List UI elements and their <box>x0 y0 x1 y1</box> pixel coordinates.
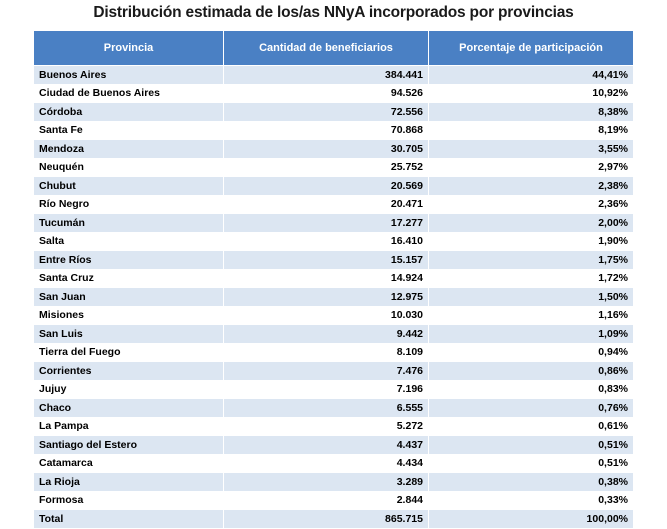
cell-porcentaje: 1,90% <box>429 232 634 251</box>
page-title: Distribución estimada de los/as NNyA incorporados por provincias <box>93 4 574 21</box>
cell-porcentaje: 3,55% <box>429 140 634 159</box>
table-row <box>34 343 634 362</box>
table-row <box>34 251 634 270</box>
cell-porcentaje: 0,61% <box>429 417 634 436</box>
cell-cantidad: 8.109 <box>224 343 429 362</box>
table-row <box>34 288 634 307</box>
cell-provincia: Buenos Aires <box>34 66 224 85</box>
column-header-porcentaje: Porcentaje de participación <box>429 31 634 66</box>
table-row <box>34 121 634 140</box>
cell-cantidad: 7.476 <box>224 362 429 381</box>
cell-porcentaje: 0,51% <box>429 436 634 455</box>
cell-cantidad: 2.844 <box>224 491 429 510</box>
cell-provincia: Corrientes <box>34 362 224 381</box>
cell-porcentaje: 2,00% <box>429 214 634 233</box>
cell-porcentaje: 1,09% <box>429 325 634 344</box>
cell-cantidad: 70.868 <box>224 121 429 140</box>
table-row <box>34 399 634 418</box>
cell-cantidad: 12.975 <box>224 288 429 307</box>
cell-porcentaje: 0,76% <box>429 399 634 418</box>
cell-provincia: Jujuy <box>34 380 224 399</box>
cell-total-porcentaje: 100,00% <box>429 510 634 529</box>
cell-provincia: Santa Cruz <box>34 269 224 288</box>
cell-porcentaje: 1,50% <box>429 288 634 307</box>
cell-cantidad: 15.157 <box>224 251 429 270</box>
table-row <box>34 417 634 436</box>
cell-cantidad: 72.556 <box>224 103 429 122</box>
table-row <box>34 380 634 399</box>
table-row <box>34 454 634 473</box>
cell-provincia: Formosa <box>34 491 224 510</box>
cell-porcentaje: 2,38% <box>429 177 634 196</box>
cell-cantidad: 4.437 <box>224 436 429 455</box>
table-row <box>34 84 634 103</box>
cell-provincia: Salta <box>34 232 224 251</box>
cell-provincia: Santa Fe <box>34 121 224 140</box>
provinces-table <box>33 30 634 529</box>
cell-porcentaje: 44,41% <box>429 66 634 85</box>
table-row <box>34 436 634 455</box>
cell-provincia: La Pampa <box>34 417 224 436</box>
cell-porcentaje: 0,83% <box>429 380 634 399</box>
cell-provincia: San Luis <box>34 325 224 344</box>
cell-porcentaje: 1,75% <box>429 251 634 270</box>
cell-porcentaje: 8,38% <box>429 103 634 122</box>
cell-provincia: Ciudad de Buenos Aires <box>34 84 224 103</box>
cell-provincia: Tucumán <box>34 214 224 233</box>
cell-cantidad: 4.434 <box>224 454 429 473</box>
cell-provincia: San Juan <box>34 288 224 307</box>
cell-cantidad: 384.441 <box>224 66 429 85</box>
cell-porcentaje: 10,92% <box>429 84 634 103</box>
cell-cantidad: 30.705 <box>224 140 429 159</box>
provinces-table-container <box>33 30 633 529</box>
table-header <box>34 31 634 66</box>
cell-provincia: Chubut <box>34 177 224 196</box>
table-row <box>34 140 634 159</box>
cell-provincia: Santiago del Estero <box>34 436 224 455</box>
cell-provincia: Misiones <box>34 306 224 325</box>
table-total-row <box>34 510 634 529</box>
cell-cantidad: 5.272 <box>224 417 429 436</box>
table-header-row <box>34 31 634 66</box>
table-row <box>34 158 634 177</box>
cell-cantidad: 20.471 <box>224 195 429 214</box>
cell-porcentaje: 0,94% <box>429 343 634 362</box>
cell-cantidad: 16.410 <box>224 232 429 251</box>
table-row <box>34 325 634 344</box>
cell-porcentaje: 2,97% <box>429 158 634 177</box>
column-header-provincia: Provincia <box>34 31 224 66</box>
cell-provincia: Río Negro <box>34 195 224 214</box>
table-body <box>34 66 634 529</box>
cell-porcentaje: 2,36% <box>429 195 634 214</box>
table-row <box>34 362 634 381</box>
cell-provincia: Córdoba <box>34 103 224 122</box>
table-row <box>34 491 634 510</box>
table-row <box>34 232 634 251</box>
table-row <box>34 269 634 288</box>
cell-porcentaje: 1,16% <box>429 306 634 325</box>
cell-cantidad: 94.526 <box>224 84 429 103</box>
cell-total-cantidad: 865.715 <box>224 510 429 529</box>
cell-provincia: Neuquén <box>34 158 224 177</box>
cell-porcentaje: 0,86% <box>429 362 634 381</box>
cell-cantidad: 7.196 <box>224 380 429 399</box>
cell-cantidad: 3.289 <box>224 473 429 492</box>
table-row <box>34 306 634 325</box>
cell-cantidad: 25.752 <box>224 158 429 177</box>
table-row <box>34 66 634 85</box>
cell-provincia: Chaco <box>34 399 224 418</box>
cell-porcentaje: 0,33% <box>429 491 634 510</box>
cell-cantidad: 14.924 <box>224 269 429 288</box>
cell-porcentaje: 1,72% <box>429 269 634 288</box>
cell-provincia: Catamarca <box>34 454 224 473</box>
cell-provincia: Entre Ríos <box>34 251 224 270</box>
cell-cantidad: 17.277 <box>224 214 429 233</box>
table-row <box>34 103 634 122</box>
cell-provincia: Mendoza <box>34 140 224 159</box>
cell-cantidad: 6.555 <box>224 399 429 418</box>
table-row <box>34 473 634 492</box>
cell-provincia: Tierra del Fuego <box>34 343 224 362</box>
table-row <box>34 195 634 214</box>
cell-provincia: La Rioja <box>34 473 224 492</box>
table-row <box>34 214 634 233</box>
cell-cantidad: 9.442 <box>224 325 429 344</box>
cell-porcentaje: 8,19% <box>429 121 634 140</box>
cell-porcentaje: 0,38% <box>429 473 634 492</box>
table-row <box>34 177 634 196</box>
cell-total-label: Total <box>34 510 224 529</box>
cell-porcentaje: 0,51% <box>429 454 634 473</box>
cell-cantidad: 10.030 <box>224 306 429 325</box>
column-header-cantidad: Cantidad de beneficiarios <box>224 31 429 66</box>
cell-cantidad: 20.569 <box>224 177 429 196</box>
